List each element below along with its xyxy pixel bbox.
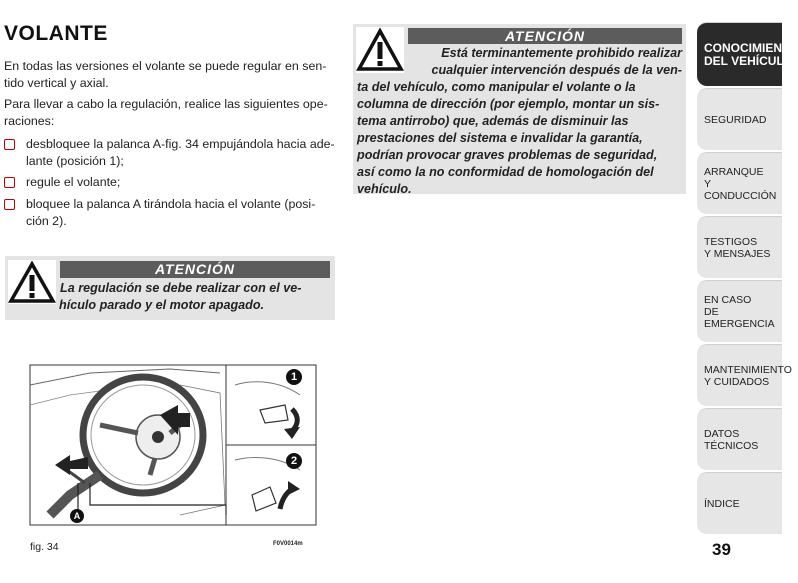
tab-testigos-mensajes[interactable]	[697, 216, 782, 278]
warning-line: vehículo.	[357, 182, 412, 196]
intro-paragraph	[4, 58, 334, 92]
warning-line: cualquier intervención después de la ven-	[431, 63, 682, 77]
figure-marker-2: 2	[286, 453, 302, 469]
warning-box-large	[353, 24, 686, 194]
tab-arranque-conduccion[interactable]	[697, 152, 782, 214]
tab-conocimiento-vehiculo[interactable]	[697, 22, 798, 86]
procedure-line: raciones:	[4, 114, 55, 128]
warning-line: podrían provocar graves problemas de seguridad,	[357, 148, 658, 162]
tab-label: DEL VEHÍCULO	[704, 53, 794, 68]
warning-line: columna de dirección (por ejemplo, montar un sis-	[357, 97, 660, 111]
step-line: desbloquee la palanca A-fig. 34 empujándola hacia ade-	[26, 137, 335, 151]
tab-label: MANTENIMIENTO	[704, 363, 792, 376]
figure-caption: fig. 34	[30, 541, 59, 553]
warning-box-small	[5, 256, 335, 320]
warning-text-top	[408, 45, 682, 79]
tab-label: TESTIGOS	[704, 235, 758, 248]
step-line: bloquee la palanca A tirándola hacia el volante (posi-	[26, 197, 316, 211]
warning-line: hículo parado y el motor apagado.	[59, 298, 265, 312]
tab-label: DATOS TÉCNICOS	[704, 427, 759, 452]
tab-label: EN CASO	[704, 293, 752, 306]
tab-indice[interactable]	[697, 472, 782, 534]
page-number: 39	[712, 540, 731, 559]
tab-label: DE EMERGENCIA	[704, 305, 775, 330]
warning-banner: ATENCIÓN	[408, 28, 682, 44]
tab-label: Y MENSAJES	[704, 247, 771, 260]
tab-label: SEGURIDAD	[704, 113, 767, 126]
figure-marker-a: A	[70, 509, 84, 523]
procedure-line: Para llevar a cabo la regulación, realice las siguientes ope-	[4, 97, 328, 111]
tab-label: ARRANQUE	[704, 165, 764, 178]
tab-label: Y CUIDADOS	[704, 375, 770, 388]
warning-line: prestaciones del sistema e invalidar la garantía,	[357, 131, 643, 145]
warning-triangle-icon	[356, 27, 404, 73]
tab-mantenimiento-cuidados[interactable]	[697, 344, 792, 406]
warning-line: así como la no conformidad de homologación del	[357, 165, 654, 179]
warning-banner: ATENCIÓN	[60, 261, 330, 278]
figure-code: F0V0014m	[273, 541, 303, 547]
figure-steering-adjustment	[30, 365, 316, 525]
tab-en-caso-emergencia[interactable]	[697, 280, 782, 342]
warning-line: Está terminantemente prohibido realizar	[441, 46, 682, 60]
step-item-1	[4, 136, 338, 170]
warning-line: ta del vehículo, como manipular el volante o la	[357, 80, 636, 94]
tab-label: ÍNDICE	[704, 497, 740, 510]
checkbox-bullet-icon	[4, 139, 15, 150]
tab-label: Y CONDUCCIÓN	[704, 177, 777, 202]
warning-line: tema antirrobo) que, además de disminuir las	[357, 114, 629, 128]
section-title: VOLANTE	[4, 22, 108, 45]
checkbox-bullet-icon	[4, 177, 15, 188]
tab-seguridad[interactable]	[697, 88, 782, 150]
tab-label: CONOCIMIENTO	[704, 40, 798, 55]
step-item-3	[4, 196, 338, 230]
figure-marker-1: 1	[286, 369, 302, 385]
tab-datos-tecnicos[interactable]	[697, 408, 782, 470]
procedure-paragraph	[4, 96, 334, 130]
intro-line: En todas las versiones el volante se puede regular en sen-	[4, 59, 327, 73]
intro-line: tido vertical y axial.	[4, 76, 109, 90]
warning-text-body	[357, 79, 682, 198]
step-line: regule el volante;	[26, 175, 121, 189]
step-item-2	[4, 174, 338, 191]
step-line: lante (posición 1);	[26, 154, 124, 168]
checkbox-bullet-icon	[4, 199, 15, 210]
steering-column-illustration	[30, 365, 316, 525]
warning-triangle-icon	[8, 260, 56, 304]
step-line: ción 2).	[26, 214, 67, 228]
warning-line: La regulación se debe realizar con el ve-	[60, 281, 302, 295]
warning-text	[60, 280, 332, 314]
